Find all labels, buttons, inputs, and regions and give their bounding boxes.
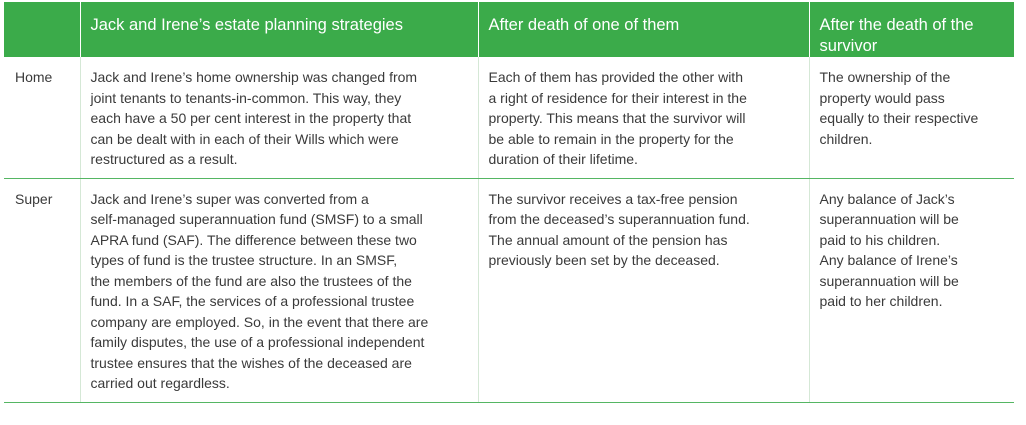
cell-text-line: paid to her children. — [819, 293, 943, 309]
header-cell-after-death-survivor — [809, 2, 1014, 57]
super-after-one-cell — [478, 178, 809, 402]
cell-text-line: joint tenants to tenants-in-common. This way, they — [90, 89, 402, 106]
cell-text-line: The survivor receives a tax-free pension — [488, 190, 738, 207]
cell-text-line: types of fund is the trustee structure. In an SMSF, — [90, 252, 398, 268]
cell-text-line: each have a 50 per cent interest in the property that — [90, 110, 412, 126]
table-header — [4, 2, 1014, 57]
header-cell-blank — [4, 2, 80, 57]
cell-text-line: property would pass — [819, 89, 945, 106]
home-after-survivor-cell — [809, 57, 1014, 178]
cell-text-line: family disputes, the use of a professional independent — [90, 334, 425, 350]
header-cell-strategies: Jack and Irene’s estate planning strategies — [80, 2, 478, 57]
cell-text-line: restructured as a result. — [90, 151, 238, 167]
cell-text-line: the members of the fund are also the trustees of the — [90, 272, 412, 289]
cell-text-line: carried out regardless. — [90, 375, 230, 391]
cell-text-line: company are employed. So, in the event that there are — [90, 313, 429, 330]
cell-text-line: Jack and Irene’s super was converted from a — [90, 190, 369, 207]
cell-text-line: The annual amount of the pension has — [488, 231, 728, 248]
row-label-super: Super — [4, 178, 80, 402]
cell-text-line: Any balance of Jack’s — [819, 190, 955, 207]
table-row-home — [4, 57, 1014, 178]
row-label-home: Home — [4, 57, 80, 178]
header-text-line: survivor — [819, 37, 878, 55]
super-strategy-cell — [80, 178, 478, 402]
cell-text-line: Jack and Irene’s home ownership was changed from — [90, 69, 418, 85]
cell-text-line: previously been set by the deceased. — [488, 252, 720, 268]
cell-text-line: Any balance of Irene’s — [819, 252, 958, 268]
cell-text-line: Each of them has provided the other with — [488, 69, 743, 85]
cell-text-line: superannuation will be — [819, 211, 959, 227]
header-row — [4, 2, 1014, 57]
cell-text-line: from the deceased’s superannuation fund. — [488, 211, 750, 227]
super-after-survivor-cell — [809, 178, 1014, 402]
cell-text-line: can be dealt with in each of their Wills which were — [90, 130, 399, 147]
table-body — [4, 57, 1014, 402]
cell-text-line: a right of residence for their interest in the — [488, 89, 747, 106]
cell-text-line: APRA fund (SAF). The difference between these two — [90, 231, 417, 248]
cell-text-line: equally to their respective — [819, 110, 979, 126]
cell-text-line: duration of their lifetime. — [488, 151, 638, 167]
estate-planning-table — [4, 2, 1014, 403]
cell-text-line: paid to his children. — [819, 231, 941, 248]
cell-text-line: superannuation will be — [819, 272, 959, 289]
cell-text-line: The ownership of the — [819, 69, 951, 85]
cell-text-line: property. This means that the survivor will — [488, 110, 746, 126]
home-after-one-cell — [478, 57, 809, 178]
table-row-super — [4, 178, 1014, 402]
cell-text-line: children. — [819, 130, 873, 147]
cell-text-line: be able to remain in the property for the — [488, 130, 734, 147]
home-strategy-cell — [80, 57, 478, 178]
cell-text-line: self-managed superannuation fund (SMSF) to a small — [90, 211, 423, 227]
header-text-line: After the death of the — [819, 16, 974, 34]
header-cell-after-death-one: After death of one of them — [478, 2, 809, 57]
cell-text-line: fund. In a SAF, the services of a professional trustee — [90, 293, 415, 309]
cell-text-line: trustee ensures that the wishes of the deceased are — [90, 354, 412, 371]
